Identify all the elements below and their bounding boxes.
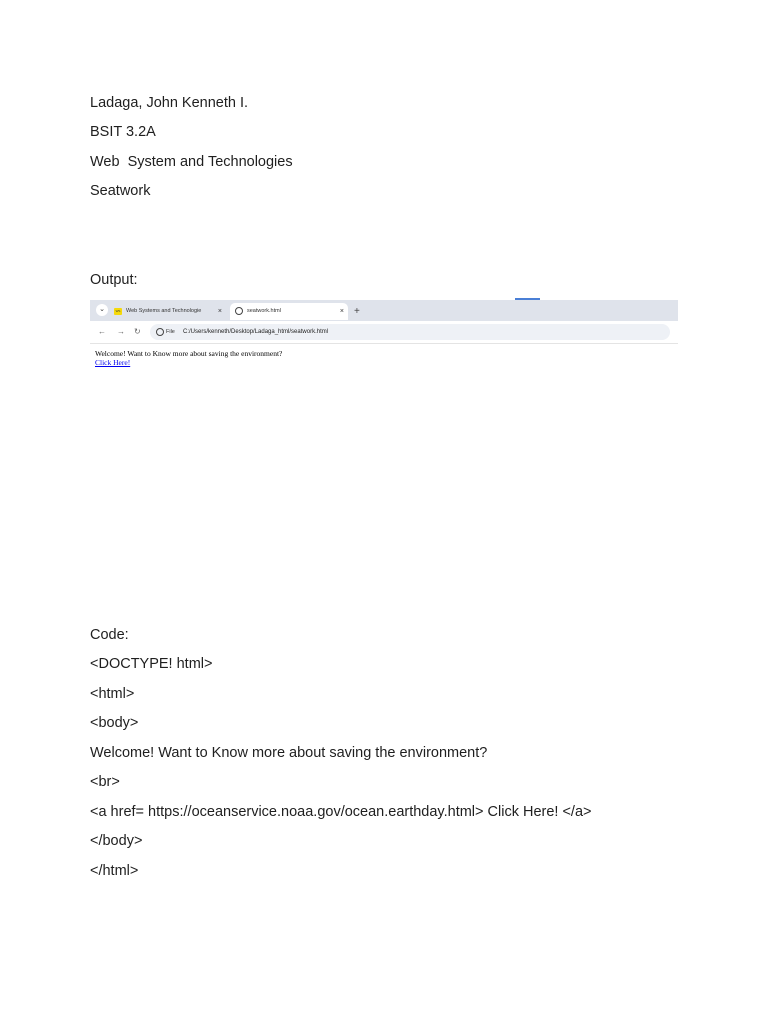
code-line: <DOCTYPE! html> — [90, 656, 213, 672]
welcome-text: Welcome! Want to Know more about saving the environment? — [95, 349, 283, 358]
url-text: C:/Users/kenneth/Desktop/Ladaga_html/seatwork.html — [183, 329, 329, 335]
code-label: Code: — [90, 627, 129, 643]
tab-title: Web Systems and Technologie — [126, 308, 202, 314]
code-line: <body> — [90, 715, 139, 731]
tab-web-systems[interactable] — [112, 303, 226, 320]
activity-title: Seatwork — [90, 183, 151, 199]
tab-search-icon[interactable]: ⌄ — [96, 304, 108, 316]
code-line: Welcome! Want to Know more about saving the environment? — [90, 745, 488, 761]
new-tab-icon[interactable]: + — [354, 306, 360, 317]
student-name: Ladaga, John Kenneth I. — [90, 95, 249, 111]
info-icon[interactable] — [156, 328, 164, 336]
click-here-link[interactable]: Click Here! — [95, 358, 131, 367]
reload-icon[interactable]: ↻ — [134, 327, 141, 336]
code-line: <html> — [90, 686, 135, 702]
back-arrow-icon[interactable]: ← — [98, 327, 106, 336]
address-bar — [90, 321, 678, 344]
tab-bar — [90, 300, 678, 321]
code-line: </body> — [90, 833, 143, 849]
globe-icon — [235, 307, 243, 315]
output-label: Output: — [90, 272, 138, 288]
tab-seatwork[interactable] — [230, 303, 348, 320]
code-line: <a href= https://oceanservice.noaa.gov/ocean.earthday.html> Click Here! </a> — [90, 804, 592, 820]
close-tab-icon[interactable]: × — [339, 308, 344, 315]
student-section: BSIT 3.2A — [90, 124, 156, 140]
url-input[interactable] — [150, 324, 670, 340]
tab-title: seatwork.html — [247, 308, 281, 314]
browser-screenshot — [90, 299, 678, 371]
forward-arrow-icon[interactable]: → — [117, 327, 125, 336]
code-line: </html> — [90, 863, 139, 879]
page-content — [95, 349, 282, 367]
close-tab-icon[interactable]: × — [217, 308, 222, 315]
code-line: <br> — [90, 774, 120, 790]
file-chip: File — [166, 329, 175, 335]
tab-favicon-icon: WS — [115, 309, 121, 313]
course-title: Web System and Technologies — [90, 154, 293, 170]
